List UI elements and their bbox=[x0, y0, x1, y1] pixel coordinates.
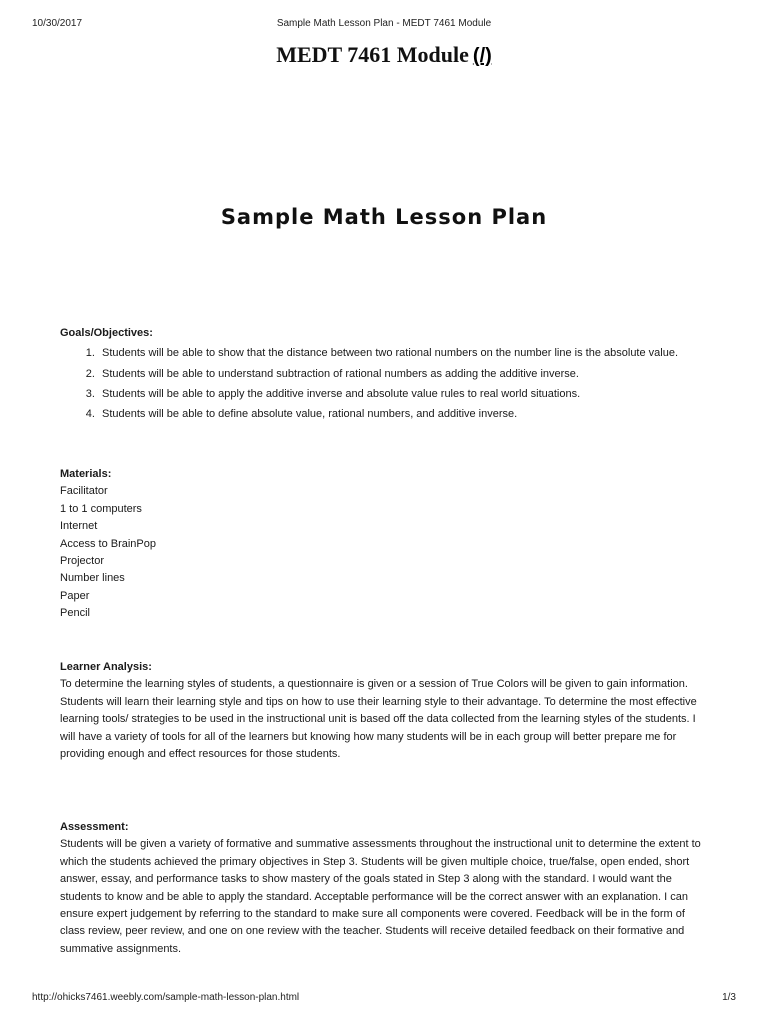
goal-item: 1. Students will be able to show that the distance between two rational numbers on the number line is the absolute value. bbox=[98, 345, 710, 362]
page-title: Sample Math Lesson Plan bbox=[220, 205, 548, 229]
page-number: 1/3 bbox=[722, 992, 736, 1003]
material-item: Projector bbox=[60, 555, 105, 568]
material-item: Access to BrainPop bbox=[60, 537, 156, 550]
goals-section bbox=[60, 325, 710, 426]
print-page-title: Sample Math Lesson Plan - MEDT 7461 Module bbox=[276, 18, 492, 29]
goals-list bbox=[60, 345, 710, 423]
assessment-text: Students will be given a variety of formative and summative assessments throughout the instructional unit to determine the extent to which the students achieved the primary objectives in Step 3. Students will be given multiple choice, true/false, open ended, short answer, essay, and performance tasks to show mastery of the goals stated in Step 3 along with the standard. I would want the students to know and be able to apply the standard. Acceptable performance will be the correct answer with an explanation. I can ensure expert judgement by referring to the standard to make sure all components were covered. Feedback will be in the form of class review, peer review, and one on one review with the teacher. Students will receive detailed feedback on their formative and summative assignments. bbox=[60, 838, 701, 955]
learner-analysis-text: To determine the learning styles of students, a questionnaire is given or a session of True Colors will be given to gain information. Students will learn their learning style and tips on how to use their learning style to their advantage. To determine the most effective learning tools/ strategies to be used in the instructional unit is based off the data collected from the learning styles of the students. I will have a variety of tools for all of the learners but knowing how many students will be in each group will better prepare me for providing enough and effect resources for those students. bbox=[60, 678, 697, 761]
home-link[interactable]: (/) bbox=[472, 45, 492, 67]
material-item: 1 to 1 computers bbox=[60, 502, 142, 515]
goal-item: 4. Students will be able to define absolute value, rational numbers, and additive inverse. bbox=[98, 406, 710, 423]
materials-section bbox=[60, 466, 710, 623]
print-header bbox=[32, 18, 736, 32]
goal-item: 2. Students will be able to understand subtraction of rational numbers as adding the additive inverse. bbox=[98, 366, 710, 383]
print-footer bbox=[32, 992, 736, 1006]
goal-item: 3. Students will be able to apply the additive inverse and absolute value rules to real world situations. bbox=[98, 386, 710, 403]
assessment-heading: Assessment: bbox=[60, 821, 129, 833]
site-title bbox=[0, 42, 768, 68]
goals-heading: Goals/Objectives: bbox=[60, 327, 153, 339]
learner-analysis-section bbox=[60, 659, 710, 763]
material-item: Number lines bbox=[60, 572, 125, 585]
learner-analysis-heading: Learner Analysis: bbox=[60, 661, 152, 673]
material-item: Pencil bbox=[60, 607, 90, 620]
assessment-section bbox=[60, 819, 710, 958]
page-url: http://ohicks7461.weebly.com/sample-math-lesson-plan.html bbox=[32, 992, 300, 1003]
print-date: 10/30/2017 bbox=[32, 18, 83, 29]
materials-heading: Materials: bbox=[60, 468, 112, 480]
site-title-text: MEDT 7461 Module bbox=[276, 42, 469, 67]
material-item: Facilitator bbox=[60, 485, 108, 498]
material-item: Internet bbox=[60, 520, 98, 533]
material-item: Paper bbox=[60, 589, 90, 602]
